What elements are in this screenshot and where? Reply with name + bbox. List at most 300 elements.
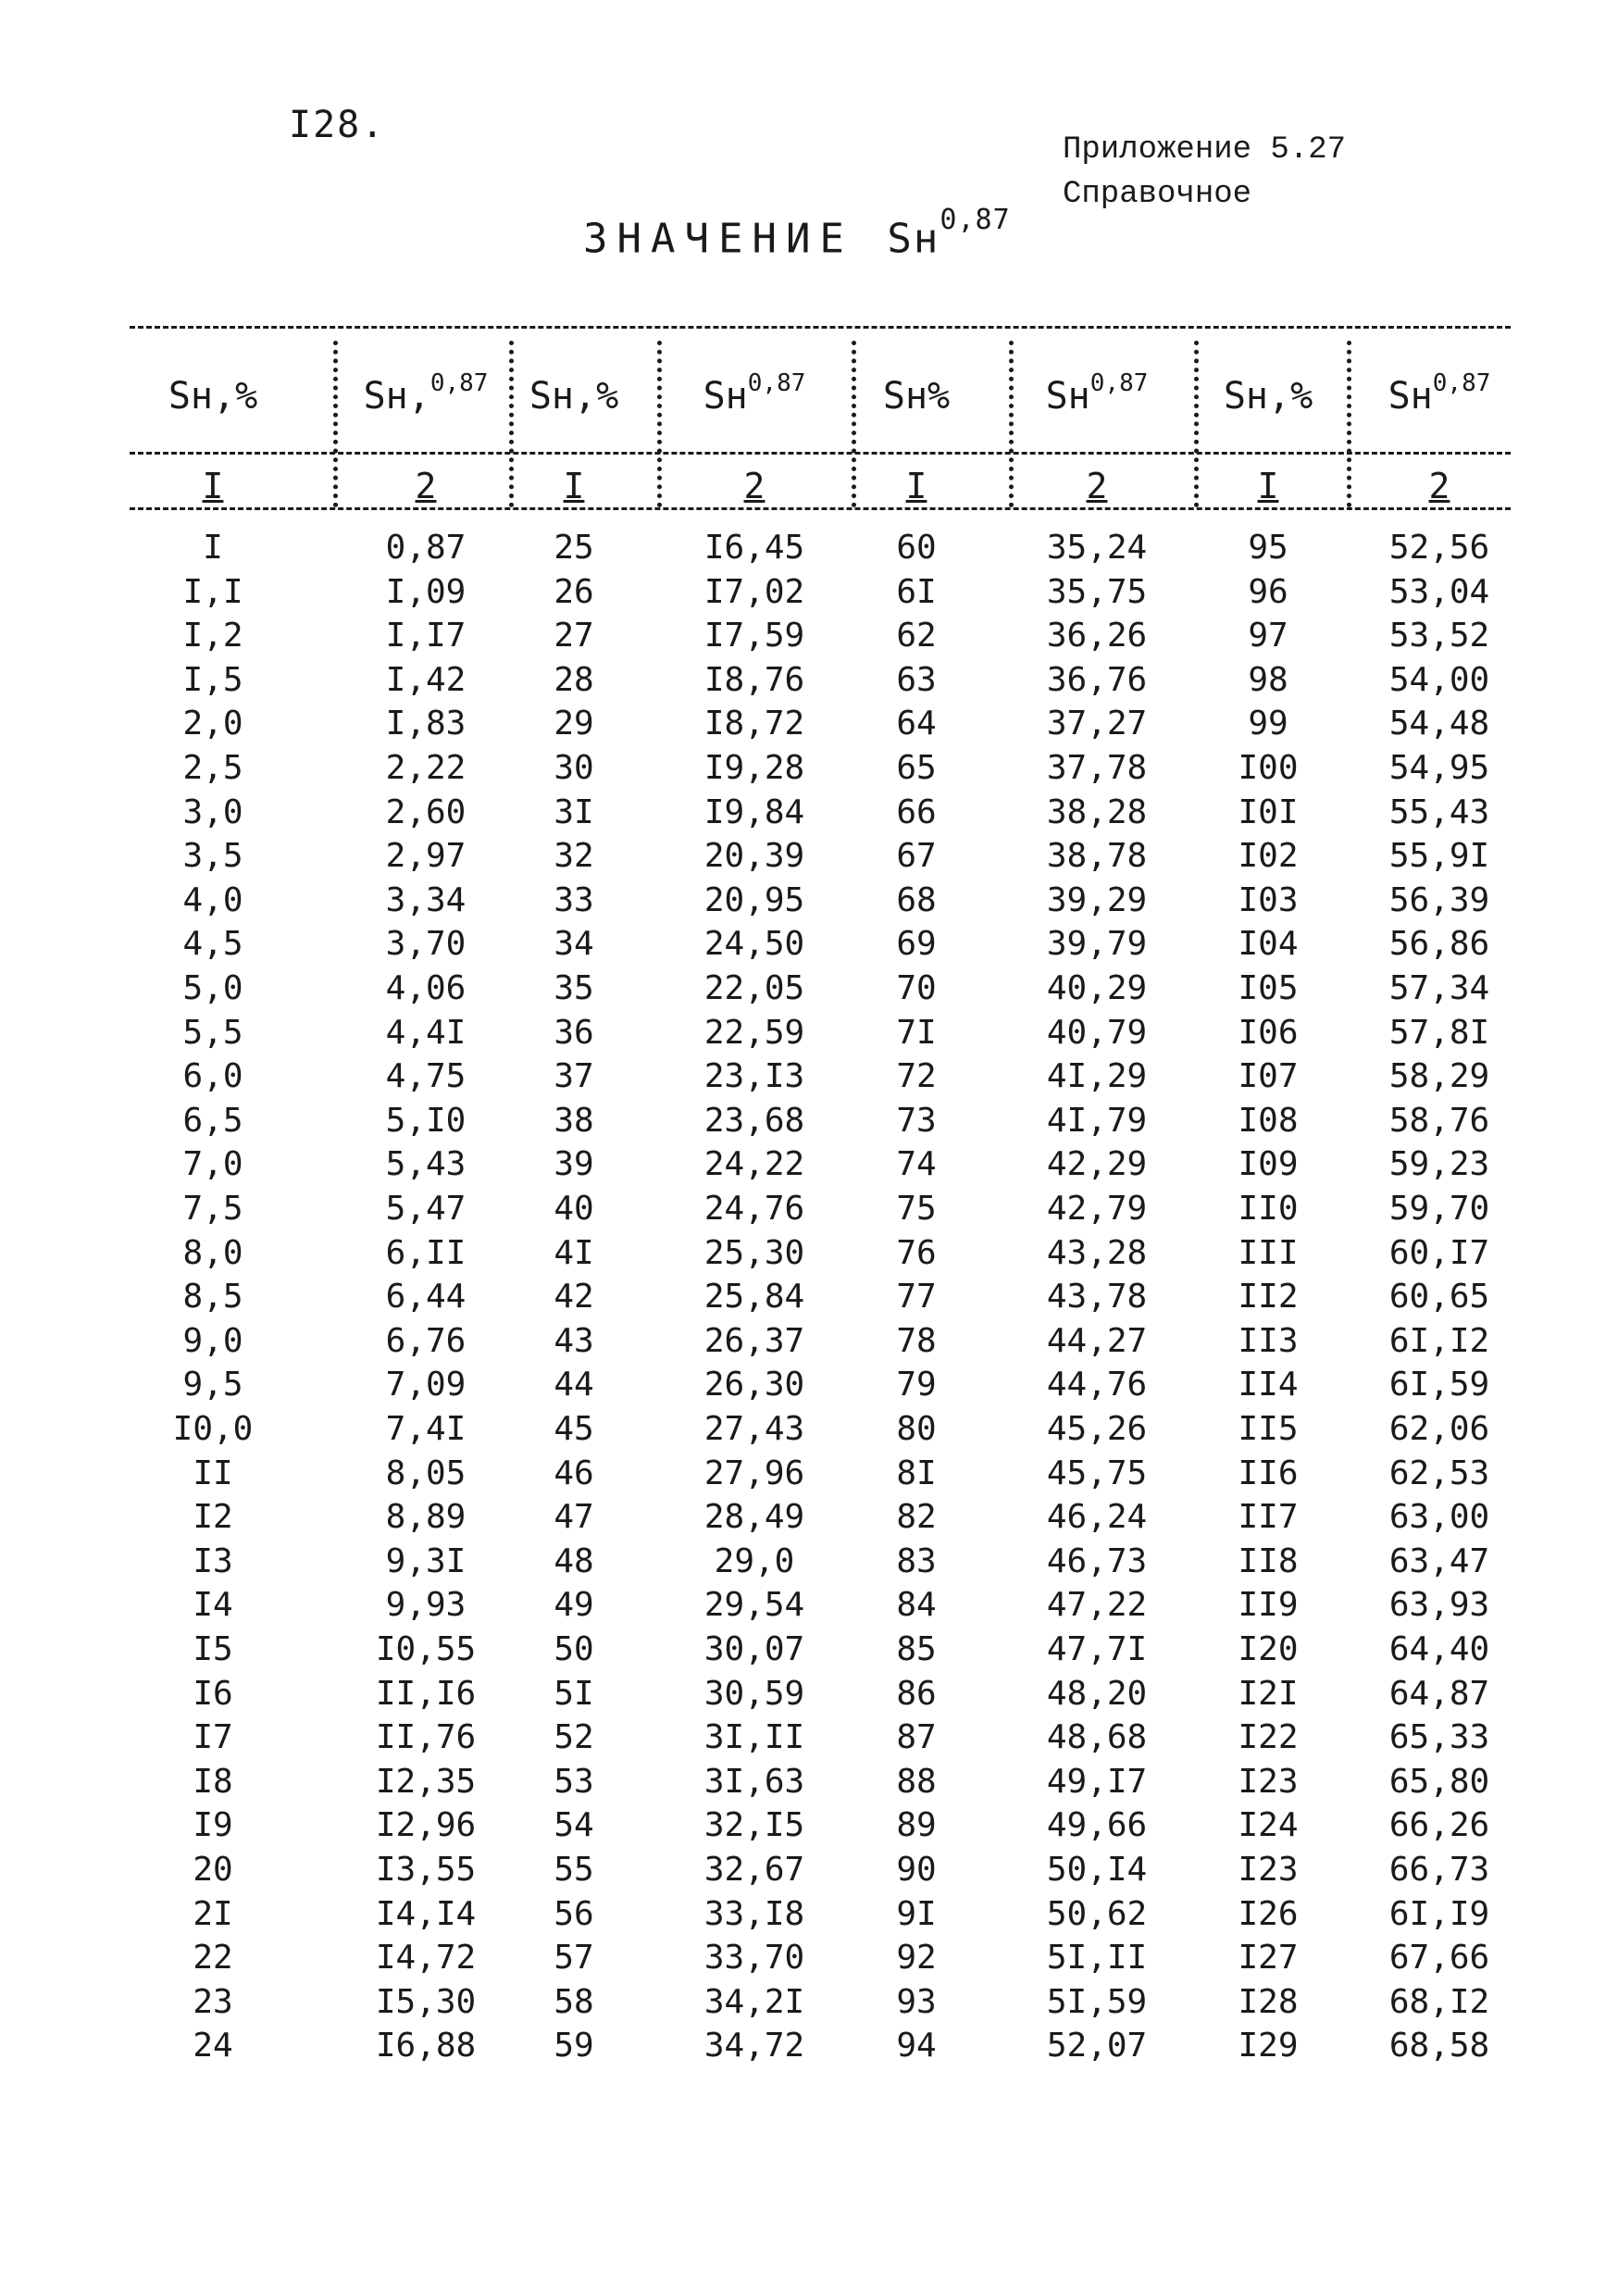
sn-percent-cell: 9,5 [182, 1366, 243, 1404]
sn-power-cell: I3,55 [375, 1851, 477, 1889]
sn-power-cell: 3I,63 [703, 1763, 805, 1801]
sn-percent-cell: 43 [554, 1322, 594, 1360]
column-separator [333, 341, 338, 507]
sn-percent-cell: I08 [1238, 1102, 1299, 1140]
sn-power-cell: 6,76 [385, 1322, 467, 1360]
sn-power-cell: I9,84 [703, 793, 805, 831]
table-row [130, 2024, 1511, 2068]
sn-power-cell: II,I6 [375, 1675, 477, 1713]
sn-percent-cell: 48 [554, 1542, 594, 1580]
column-header-label: Sн% [882, 375, 951, 418]
sn-percent-cell: I07 [1238, 1057, 1299, 1095]
sn-percent-cell: 74 [896, 1145, 937, 1183]
sn-power-cell: 23,I3 [703, 1057, 805, 1095]
sn-percent-cell: 28 [554, 661, 594, 699]
sn-power-cell: 32,I5 [703, 1806, 805, 1844]
sn-power-cell: 8,89 [385, 1498, 467, 1536]
sn-percent-cell: 59 [554, 2027, 594, 2065]
sn-power-cell: 42,79 [1046, 1190, 1148, 1228]
column-number-1: I [202, 466, 224, 506]
sn-percent-cell: 66 [896, 793, 937, 831]
sn-power-cell: I,I7 [385, 617, 467, 655]
sn-percent-cell: I06 [1238, 1014, 1299, 1052]
table-row [130, 1848, 1511, 1892]
sn-power-cell: 56,86 [1388, 925, 1490, 963]
sn-percent-cell: I26 [1238, 1895, 1299, 1933]
column-separator [509, 341, 514, 507]
sn-percent-cell: 68 [896, 881, 937, 919]
sn-power-cell: 48,20 [1046, 1675, 1148, 1713]
sn-power-cell: 66,26 [1388, 1806, 1490, 1844]
sn-power-cell: 47,22 [1046, 1586, 1148, 1624]
sn-percent-cell: 34 [554, 925, 594, 963]
sn-power-cell: 37,27 [1046, 705, 1148, 742]
sn-power-cell: 29,54 [703, 1586, 805, 1624]
sn-power-cell: 0,87 [385, 529, 467, 567]
sn-power-cell: 58,29 [1388, 1057, 1490, 1095]
table-row [130, 1980, 1511, 2025]
sn-percent-cell: 67 [896, 837, 937, 875]
sn-percent-cell: 78 [896, 1322, 937, 1360]
column-number-3: I [563, 466, 585, 506]
sn-percent-cell: I02 [1238, 837, 1299, 875]
title-symbol: Sн [887, 215, 940, 263]
sn-percent-cell: 76 [896, 1234, 937, 1272]
sn-percent-cell: 72 [896, 1057, 937, 1095]
column-header-6 [1018, 341, 1176, 452]
table-row [130, 1452, 1511, 1496]
sn-power-cell: 68,I2 [1388, 1983, 1490, 2021]
sn-power-cell: 26,30 [703, 1366, 805, 1404]
sn-power-cell: 2,97 [385, 837, 467, 875]
sn-percent-cell: 30 [554, 749, 594, 787]
sn-percent-cell: 20 [193, 1851, 233, 1889]
sn-percent-cell: 2,5 [182, 749, 243, 787]
table-row [130, 1936, 1511, 1980]
sn-percent-cell: I09 [1238, 1145, 1299, 1183]
sn-percent-cell: 53 [554, 1763, 594, 1801]
column-header-label: Sн [1045, 375, 1090, 418]
sn-power-cell: 2,22 [385, 749, 467, 787]
column-header-label: Sн [703, 375, 748, 418]
table-row [130, 1142, 1511, 1187]
sn-power-cell: 49,I7 [1046, 1763, 1148, 1801]
sn-power-cell: I8,76 [703, 661, 805, 699]
sn-power-cell: 4I,79 [1046, 1102, 1148, 1140]
sn-percent-cell: 7,5 [182, 1190, 243, 1228]
sn-percent-cell: 24 [193, 2027, 233, 2065]
table-row [130, 1407, 1511, 1452]
sn-percent-cell: 40 [554, 1190, 594, 1228]
sn-power-cell: 32,67 [703, 1851, 805, 1889]
sn-percent-cell: 32 [554, 837, 594, 875]
sn-percent-cell: 22 [193, 1939, 233, 1977]
sn-percent-cell: I,2 [182, 617, 243, 655]
sn-percent-cell: I3 [193, 1542, 233, 1580]
sn-power-cell: 62,06 [1388, 1410, 1490, 1448]
sn-percent-cell: 29 [554, 705, 594, 742]
sn-percent-cell: 3,0 [182, 793, 243, 831]
sn-power-cell: 54,95 [1388, 749, 1490, 787]
sn-percent-cell: 25 [554, 529, 594, 567]
sn-percent-cell: II9 [1238, 1586, 1299, 1624]
table-row [130, 1892, 1511, 1937]
sn-percent-cell: I2 [193, 1498, 233, 1536]
column-header-5 [861, 341, 972, 452]
sn-power-cell: 5,I0 [385, 1102, 467, 1140]
sn-percent-cell: II [193, 1454, 233, 1492]
sn-power-cell: 57,34 [1388, 969, 1490, 1007]
sn-power-cell: 67,66 [1388, 1939, 1490, 1977]
sn-power-cell: 47,7I [1046, 1630, 1148, 1668]
sn-percent-cell: 23 [193, 1983, 233, 2021]
sn-power-cell: 45,26 [1046, 1410, 1148, 1448]
sn-percent-cell: I22 [1238, 1718, 1299, 1756]
column-number-6: 2 [1086, 466, 1108, 506]
sn-power-cell: 35,75 [1046, 573, 1148, 611]
sn-percent-cell: I6 [193, 1675, 233, 1713]
sn-percent-cell: I9 [193, 1806, 233, 1844]
sn-percent-cell: 27 [554, 617, 594, 655]
sn-power-cell: 5,43 [385, 1145, 467, 1183]
sn-percent-cell: 7I [896, 1014, 937, 1052]
sn-percent-cell: 5,0 [182, 969, 243, 1007]
column-separator [1347, 341, 1351, 507]
table-row [130, 834, 1511, 879]
sn-percent-cell: II7 [1238, 1498, 1299, 1536]
sn-power-cell: I6,45 [703, 529, 805, 567]
table-row [130, 1054, 1511, 1099]
sn-percent-cell: 4I [554, 1234, 594, 1272]
sn-power-cell: 38,78 [1046, 837, 1148, 875]
sn-percent-cell: 73 [896, 1102, 937, 1140]
sn-power-cell: 6I,59 [1388, 1366, 1490, 1404]
sn-percent-cell: 35 [554, 969, 594, 1007]
sn-percent-cell: 69 [896, 925, 937, 963]
sn-percent-cell: II5 [1238, 1410, 1299, 1448]
sn-power-cell: 22,05 [703, 969, 805, 1007]
sn-power-cell: II,76 [375, 1718, 477, 1756]
sn-power-cell: 53,52 [1388, 617, 1490, 655]
sn-percent-cell: 9I [896, 1895, 937, 1933]
sn-percent-cell: 86 [896, 1675, 937, 1713]
sn-power-cell: 46,24 [1046, 1498, 1148, 1536]
column-header-label: Sн,% [168, 375, 258, 418]
sn-power-cell: 53,04 [1388, 573, 1490, 611]
table-row [130, 746, 1511, 791]
sn-percent-cell: I28 [1238, 1983, 1299, 2021]
sn-power-cell: 36,76 [1046, 661, 1148, 699]
sn-power-cell: I8,72 [703, 705, 805, 742]
sn-power-cell: 68,58 [1388, 2027, 1490, 2065]
sn-percent-cell: 82 [896, 1498, 937, 1536]
sn-percent-cell: 57 [554, 1939, 594, 1977]
sn-power-cell: 7,09 [385, 1366, 467, 1404]
sn-power-cell: I7,02 [703, 573, 805, 611]
sn-percent-cell: 37 [554, 1057, 594, 1095]
sn-percent-cell: 64 [896, 705, 937, 742]
sn-percent-cell: 9,0 [182, 1322, 243, 1360]
sn-percent-cell: 33 [554, 881, 594, 919]
table-row [130, 526, 1511, 570]
sn-power-cell: 54,00 [1388, 661, 1490, 699]
sn-percent-cell: 54 [554, 1806, 594, 1844]
sn-percent-cell: 77 [896, 1278, 937, 1316]
sn-percent-cell: I24 [1238, 1806, 1299, 1844]
sn-percent-cell: I05 [1238, 969, 1299, 1007]
sn-percent-cell: 99 [1248, 705, 1288, 742]
sn-percent-cell: 93 [896, 1983, 937, 2021]
table-row [130, 1231, 1511, 1276]
sn-power-cell: 66,73 [1388, 1851, 1490, 1889]
table-row [130, 658, 1511, 703]
sn-power-cell: 59,23 [1388, 1145, 1490, 1183]
sn-percent-cell: I7 [193, 1718, 233, 1756]
sn-percent-cell: 44 [554, 1366, 594, 1404]
sn-percent-cell: I27 [1238, 1939, 1299, 1977]
table-row [130, 879, 1511, 923]
sn-percent-cell: 95 [1248, 529, 1288, 567]
sn-power-cell: 65,80 [1388, 1763, 1490, 1801]
table-row [130, 967, 1511, 1011]
sn-power-cell: I5,30 [375, 1983, 477, 2021]
sn-power-cell: 26,37 [703, 1322, 805, 1360]
table-row [130, 1628, 1511, 1672]
sn-power-cell: 64,87 [1388, 1675, 1490, 1713]
sn-percent-cell: 5I [554, 1675, 594, 1713]
page-title [583, 204, 1011, 263]
appendix-note [1063, 128, 1346, 217]
sn-percent-cell: 8,5 [182, 1278, 243, 1316]
sn-power-cell: 35,24 [1046, 529, 1148, 567]
sn-percent-cell: 56 [554, 1895, 594, 1933]
table-row [130, 1011, 1511, 1055]
sn-power-cell: 50,62 [1046, 1895, 1148, 1933]
sn-power-cell: 8,05 [385, 1454, 467, 1492]
page-number: I28. [289, 104, 386, 146]
sn-percent-cell: I,5 [182, 661, 243, 699]
sn-power-cell: I,09 [385, 573, 467, 611]
sn-power-cell: 27,96 [703, 1454, 805, 1492]
sn-power-cell: 40,29 [1046, 969, 1148, 1007]
appendix-line-1: Приложение 5.27 [1063, 132, 1347, 168]
sn-percent-cell: 8,0 [182, 1234, 243, 1272]
sn-power-cell: 46,73 [1046, 1542, 1148, 1580]
sn-power-cell: 27,43 [703, 1410, 805, 1448]
sn-percent-cell: 92 [896, 1939, 937, 1977]
sn-percent-cell: 8I [896, 1454, 937, 1492]
sn-percent-cell: 84 [896, 1586, 937, 1624]
sn-power-cell: 48,68 [1046, 1718, 1148, 1756]
table-row [130, 1187, 1511, 1231]
sn-percent-cell: I00 [1238, 749, 1299, 787]
sn-power-cell: 34,2I [703, 1983, 805, 2021]
sn-percent-cell: 2,0 [182, 705, 243, 742]
table-row [130, 1716, 1511, 1760]
table-row [130, 1363, 1511, 1407]
table-row [130, 1540, 1511, 1584]
sn-percent-cell: 6,0 [182, 1057, 243, 1095]
sn-power-cell: 9,3I [385, 1542, 467, 1580]
sn-percent-cell: 39 [554, 1145, 594, 1183]
sn-percent-cell: 3,5 [182, 837, 243, 875]
sn-power-cell: 64,40 [1388, 1630, 1490, 1668]
sn-power-cell: I0,55 [375, 1630, 477, 1668]
sn-power-cell: 40,79 [1046, 1014, 1148, 1052]
column-header-exponent: 0,87 [1432, 369, 1491, 397]
sn-power-cell: 20,95 [703, 881, 805, 919]
sn-power-cell: 50,I4 [1046, 1851, 1148, 1889]
sn-power-cell: I,42 [385, 661, 467, 699]
sn-percent-cell: 88 [896, 1763, 937, 1801]
sn-percent-cell: 90 [896, 1851, 937, 1889]
sn-power-cell: I2,35 [375, 1763, 477, 1801]
sn-power-cell: 22,59 [703, 1014, 805, 1052]
sn-power-cell: 63,00 [1388, 1498, 1490, 1536]
sn-power-cell: 34,72 [703, 2027, 805, 2065]
sn-percent-cell: 97 [1248, 617, 1288, 655]
table-row [130, 1099, 1511, 1143]
sn-percent-cell: II0 [1238, 1190, 1299, 1228]
table-row [130, 1803, 1511, 1848]
sn-percent-cell: 83 [896, 1542, 937, 1580]
sn-power-cell: 38,28 [1046, 793, 1148, 831]
sn-percent-cell: 58 [554, 1983, 594, 2021]
sn-power-cell: 36,26 [1046, 617, 1148, 655]
sn-power-cell: 45,75 [1046, 1454, 1148, 1492]
sn-power-cell: 4I,29 [1046, 1057, 1148, 1095]
sn-percent-cell: 36 [554, 1014, 594, 1052]
sn-percent-cell: 26 [554, 573, 594, 611]
sn-power-cell: 43,28 [1046, 1234, 1148, 1272]
sn-percent-cell: I23 [1238, 1763, 1299, 1801]
sn-power-cell: 60,I7 [1388, 1234, 1490, 1272]
sn-power-cell: 49,66 [1046, 1806, 1148, 1844]
sn-percent-cell: 4,5 [182, 925, 243, 963]
sn-percent-cell: I29 [1238, 2027, 1299, 2065]
sn-percent-cell: I5 [193, 1630, 233, 1668]
sn-power-cell: 39,79 [1046, 925, 1148, 963]
sn-power-cell: 5I,II [1046, 1939, 1148, 1977]
table-row [130, 614, 1511, 658]
sn-percent-cell: 75 [896, 1190, 937, 1228]
sn-percent-cell: I,I [182, 573, 243, 611]
sn-power-cell: 43,78 [1046, 1278, 1148, 1316]
title-word: ЗНАЧЕНИЕ [583, 215, 853, 263]
table-row [130, 1672, 1511, 1716]
sn-percent-cell: 7,0 [182, 1145, 243, 1183]
sn-power-cell: 5,47 [385, 1190, 467, 1228]
sn-power-cell: 23,68 [703, 1102, 805, 1140]
sn-power-cell: 58,76 [1388, 1102, 1490, 1140]
column-header-1 [130, 341, 296, 452]
sn-power-cell: 29,0 [714, 1542, 795, 1580]
sn-percent-cell: II2 [1238, 1278, 1299, 1316]
sn-power-cell: I4,I4 [375, 1895, 477, 1933]
sn-power-cell: 57,8I [1388, 1014, 1490, 1052]
sn-power-cell: I4,72 [375, 1939, 477, 1977]
sn-power-cell: I6,88 [375, 2027, 477, 2065]
sn-percent-cell: 89 [896, 1806, 937, 1844]
column-number-7: I [1257, 466, 1279, 506]
table-row [130, 702, 1511, 746]
sn-power-cell: 37,78 [1046, 749, 1148, 787]
sn-power-cell: 4,4I [385, 1014, 467, 1052]
sn-power-cell: 6,II [385, 1234, 467, 1272]
sn-power-cell: 65,33 [1388, 1718, 1490, 1756]
table-column-number-rule [130, 507, 1511, 510]
column-header-label: Sн,% [529, 375, 619, 418]
sn-power-cell: 54,48 [1388, 705, 1490, 742]
table-row [130, 1760, 1511, 1804]
column-number-5: I [905, 466, 927, 506]
column-number-8: 2 [1428, 466, 1450, 506]
sn-power-cell: I,83 [385, 705, 467, 742]
column-header-8 [1361, 341, 1518, 452]
table-row [130, 1275, 1511, 1319]
column-header-7 [1203, 341, 1333, 452]
title-exponent: 0,87 [940, 204, 1011, 236]
sn-power-cell: 25,84 [703, 1278, 805, 1316]
sn-percent-cell: 3I [554, 793, 594, 831]
sn-power-cell: 30,59 [703, 1675, 805, 1713]
sn-power-cell: 55,43 [1388, 793, 1490, 831]
sn-power-cell: 59,70 [1388, 1190, 1490, 1228]
sn-percent-cell: 94 [896, 2027, 937, 2065]
sn-power-cell: 2,60 [385, 793, 467, 831]
sn-power-cell: 52,07 [1046, 2027, 1148, 2065]
sn-percent-cell: I0,0 [172, 1410, 254, 1448]
sn-power-cell: 24,50 [703, 925, 805, 963]
sn-power-cell: 39,29 [1046, 881, 1148, 919]
sn-percent-cell: II3 [1238, 1322, 1299, 1360]
sn-percent-cell: I0I [1238, 793, 1299, 831]
sn-percent-cell: 5,5 [182, 1014, 243, 1052]
sn-power-cell: 30,07 [703, 1630, 805, 1668]
sn-power-cell: 20,39 [703, 837, 805, 875]
table-top-rule [130, 326, 1511, 329]
sn-percent-cell: 4,0 [182, 881, 243, 919]
sn-power-cell: 56,39 [1388, 881, 1490, 919]
sn-power-cell: 3I,II [703, 1718, 805, 1756]
sn-power-cell: 4,06 [385, 969, 467, 1007]
sn-percent-cell: 45 [554, 1410, 594, 1448]
sn-percent-cell: I [203, 529, 223, 567]
sn-percent-cell: 85 [896, 1630, 937, 1668]
sn-percent-cell: 52 [554, 1718, 594, 1756]
sn-power-cell: 24,22 [703, 1145, 805, 1183]
sn-power-cell: 52,56 [1388, 529, 1490, 567]
sn-percent-cell: 63 [896, 661, 937, 699]
sn-percent-cell: I23 [1238, 1851, 1299, 1889]
sn-percent-cell: 80 [896, 1410, 937, 1448]
sn-percent-cell: 96 [1248, 573, 1288, 611]
sn-percent-cell: 50 [554, 1630, 594, 1668]
sn-percent-cell: 42 [554, 1278, 594, 1316]
sn-power-cell: 3,34 [385, 881, 467, 919]
sn-power-cell: 60,65 [1388, 1278, 1490, 1316]
sn-power-cell: 44,27 [1046, 1322, 1148, 1360]
sn-percent-cell: II4 [1238, 1366, 1299, 1404]
sn-power-cell: 44,76 [1046, 1366, 1148, 1404]
sn-power-cell: 3,70 [385, 925, 467, 963]
column-separator [852, 341, 856, 507]
sn-power-cell: 63,93 [1388, 1586, 1490, 1624]
sn-percent-cell: II6 [1238, 1454, 1299, 1492]
sn-percent-cell: 70 [896, 969, 937, 1007]
sn-power-cell: 6I,I9 [1388, 1895, 1490, 1933]
table-row [130, 1583, 1511, 1628]
